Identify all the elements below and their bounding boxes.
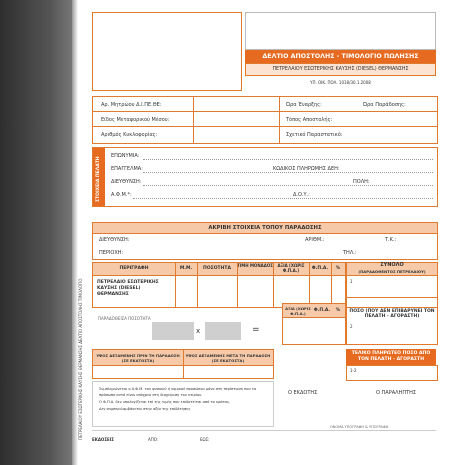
col-quantity: ΠΟΣΟΤΗΤΑ bbox=[203, 266, 231, 271]
customer-name-label: ΕΠΩΝΥΜΙΑ: bbox=[111, 153, 140, 159]
col-description: ΠΕΡΙΓΡΑΦΗ bbox=[119, 266, 149, 271]
final-amount-box bbox=[346, 365, 438, 381]
logo-box bbox=[92, 12, 242, 91]
customer-section bbox=[92, 147, 438, 207]
subsidy-values-box bbox=[282, 317, 346, 345]
total-row-line bbox=[347, 297, 437, 298]
col-value: ΑΞΙΑ (ΧΩΡΙΣ Φ.Π.Α.) bbox=[277, 263, 305, 273]
subsidy-col-pct: % bbox=[335, 308, 341, 313]
items-col-line bbox=[331, 263, 332, 307]
transport-label-start: Ώρα Έναρξης: bbox=[286, 102, 322, 108]
binding-spine bbox=[0, 0, 72, 465]
customer-dei-code-label: ΚΩΔΙΚΟΣ ΠΛΗΡΩΜΗΣ ΔΕΗ: bbox=[273, 166, 340, 172]
col-vat-pct: % bbox=[335, 266, 341, 271]
transport-label-vehicle-type: Είδος Μεταφορικού Μέσου: bbox=[101, 117, 170, 123]
items-col-line bbox=[197, 263, 198, 307]
row-mark-2: 2 bbox=[350, 324, 353, 329]
delivery-area-label: ΠΕΡΙΟΧΗ: bbox=[99, 250, 124, 256]
customer-afm-label: Α.Φ.Μ.*: bbox=[111, 192, 132, 198]
row-mark-1: 1 bbox=[350, 279, 353, 284]
decision-ref: ΥΠ. ΟΙΚ. ΠΟΛ. 1018/30.1.2008 bbox=[310, 80, 371, 85]
notes-box bbox=[92, 381, 274, 427]
note-line: πρόσωπο αυτό είναι υπόχρεο στη διαχείριση του κτιρίου. bbox=[99, 393, 203, 397]
document-subtitle: ΠΕΤΡΕΛΑΙΟΥ ΕΣΩΤΕΡΙΚΗΣ ΚΑΥΣΗΣ (DIESEL) ΘΕΡΜΑΝΣΗΣ bbox=[272, 67, 409, 72]
transport-row-line bbox=[93, 126, 437, 127]
col-unit: Μ.Μ. bbox=[179, 266, 193, 271]
footer-signature-note: ΟΝΟΜΑ ΥΠΟΓΡΑΦΗ & ΥΠΟΓΡΑΦΗ bbox=[330, 425, 389, 429]
transport-divider-2 bbox=[279, 97, 280, 143]
equals-sign: = bbox=[252, 325, 260, 335]
side-vertical-text: ΠΕΤΡΕΛΑΙΟΥ ΕΣΩΤΕΡΙΚΗΣ ΚΑΥΣΗΣ ΘΕΡΜΑΝΣΗΣ ΔΕΛΤΙΟ ΑΠΟΣΤΟΛΗΣ ΤΙΜΟΛΟΓΙΟ bbox=[78, 278, 83, 440]
total-header: ΣΥΝΟΛΟ bbox=[380, 262, 404, 268]
document-title: ΔΕΛΤΙΟ ΑΠΟΣΤΟΛΗΣ - ΤΙΜΟΛΟΓΙΟ ΠΩΛΗΣΗΣ bbox=[262, 53, 419, 60]
customer-line bbox=[143, 172, 433, 173]
items-col-line bbox=[273, 263, 274, 307]
subsidy-ratio-label: ΠΑΡΑΔΟΘΕΙΣΑ ΠΟΣΟΤΗΤΑ bbox=[98, 316, 151, 321]
footer-brand: ΕΚΔΟΣΕΙΣ bbox=[92, 437, 115, 442]
footer-from: ΑΠΟ: bbox=[148, 437, 159, 442]
final-title-bar bbox=[346, 349, 436, 365]
delivery-postal-label: Τ.Κ.: bbox=[385, 237, 397, 243]
delivery-title-bar bbox=[93, 223, 437, 234]
subsidy-col-vat: Φ.Π.Α. bbox=[313, 308, 331, 313]
col-unit-price: ΤΙΜΗ ΜΟΝΑΔΟΣ bbox=[237, 263, 273, 268]
customer-line bbox=[143, 159, 433, 160]
col-vat: Φ.Π.Α. bbox=[311, 266, 329, 271]
customer-profession-label: ΕΠΑΓΓΕΛΜΑ: bbox=[111, 166, 143, 172]
items-col-line bbox=[309, 263, 310, 307]
transport-label-place: Τόπος Αποστολής: bbox=[286, 117, 333, 123]
total-subheader: (ΠΑΡΑΔΟΘΕΝΤΟΣ ΠΕΤΡΕΛΑΙΟΥ) bbox=[358, 269, 426, 274]
final-calc: 1-2 bbox=[350, 368, 357, 373]
transport-divider bbox=[193, 97, 194, 143]
items-table bbox=[92, 262, 346, 308]
note-line: Συμπληρώνεται ο Α.Φ.Μ. του φυσικού ή νομικού προσώπου μόνο στη περίπτωση που το bbox=[99, 387, 257, 391]
receiver-label: Ο ΠΑΡΑΛΗΠΤΗΣ bbox=[376, 390, 417, 396]
delivery-address-label: ΔΙΕΥΘΥΝΣΗ: bbox=[99, 237, 130, 243]
delivery-phone-label: ΤΗΛ.: bbox=[343, 250, 357, 256]
delivery-section bbox=[92, 222, 438, 260]
number-box bbox=[245, 12, 436, 50]
delivery-number-label: ΑΡΙΘΜ.: bbox=[305, 237, 325, 243]
footer-to: ΕΩΣ: bbox=[200, 437, 210, 442]
tank-values bbox=[92, 365, 274, 379]
subsidy-amount-title: ΠΟΣΟ (ΠΟΥ ΔΕΝ ΕΠΙΒΑΡΥΝΕΙ ΤΟΝ ΠΕΛΑΤΗ - ΑΓΟΡΑΣΤΗ) bbox=[349, 309, 435, 319]
title-sub-box bbox=[245, 63, 436, 76]
subsidy-col-value: ΑΞΙΑ (ΧΩΡΙΣ Φ.Π.Α.) bbox=[285, 306, 311, 316]
customer-address-label: ΔΙΕΥΘΥΝΣΗ: bbox=[111, 179, 142, 185]
note-line: Δεν συμπεριλαμβάνεται στην αξία της επιδότησης bbox=[99, 407, 191, 411]
tank-after-label: ΥΨΟΣ ΔΕΞΑΜΕΝΗΣ ΜΕΤΑ ΤΗ ΠΑΡΑΔΟΣΗ (ΣΕ ΕΚΑΤΟΣΤΑ) bbox=[185, 353, 271, 363]
footer-rule bbox=[92, 430, 436, 431]
customer-side-label: ΣΤΟΙΧΕΙΑ ΠΕΛΑΤΗ bbox=[96, 156, 101, 202]
product-description: ΠΕΤΡΕΛΑΙΟ ΕΣΩΤΕΡΙΚΗΣ ΚΑΥΣΗΣ (DIESEL) ΘΕΡΜΑΝΣΗΣ bbox=[97, 280, 159, 297]
transport-section bbox=[92, 96, 438, 144]
tank-divider bbox=[183, 366, 184, 378]
items-col-line bbox=[237, 263, 238, 307]
transport-label-delivery-time: Ώρα Παράδοσης: bbox=[363, 102, 406, 108]
note-line: Ο Φ.Π.Α. δεν υπολογίζεται επί της τιμής που επιδοτείται από το κράτος. bbox=[99, 400, 231, 404]
items-col-line bbox=[175, 263, 176, 307]
transport-row-line bbox=[93, 111, 437, 112]
tank-before-label: ΥΨΟΣ ΔΕΞΑΜΕΝΗΣ ΠΡΙΝ ΤΗ ΠΑΡΑΔΟΣΗ (ΣΕ ΕΚΑΤΟΣΤΑ) bbox=[96, 353, 180, 363]
customer-line bbox=[143, 185, 433, 186]
customer-line bbox=[133, 198, 433, 199]
final-title: ΤΕΛΙΚΟ ΠΛΗΡΩΤΕΟ ΠΟΣΟ ΑΠΟ ΤΟΝ ΠΕΛΑΤΗ - ΑΓΟΡΑΣΤΗ bbox=[351, 351, 431, 362]
customer-city-label: ΠΟΛΗ: bbox=[353, 179, 370, 185]
transport-label-plate: Αριθμός Κυκλοφορίας: bbox=[101, 132, 158, 138]
subsidy-quantity-cell bbox=[152, 322, 194, 340]
issuer-label: Ο ΕΚΔΟΤΗΣ bbox=[288, 390, 318, 396]
title-banner bbox=[245, 50, 436, 63]
transport-label-registry: Αρ. Μητρώου Δ.Ι.ΠΕ.ΘΕ: bbox=[101, 102, 162, 108]
times-sign: x bbox=[196, 327, 201, 335]
tank-divider bbox=[183, 350, 184, 366]
subsidy-rate-cell bbox=[205, 322, 241, 340]
customer-doy-label: Δ.Ο.Υ.: bbox=[293, 192, 310, 198]
transport-label-related: Σχετικό Παραστατικό: bbox=[286, 132, 343, 138]
total-box bbox=[346, 262, 438, 308]
delivery-title: ΑΚΡΙΒΗ ΣΤΟΙΧΕΙΑ ΤΟΠΟΥ ΠΑΡΑΔΟΣΗΣ bbox=[208, 225, 322, 231]
subsidy-amount-box bbox=[346, 307, 438, 345]
